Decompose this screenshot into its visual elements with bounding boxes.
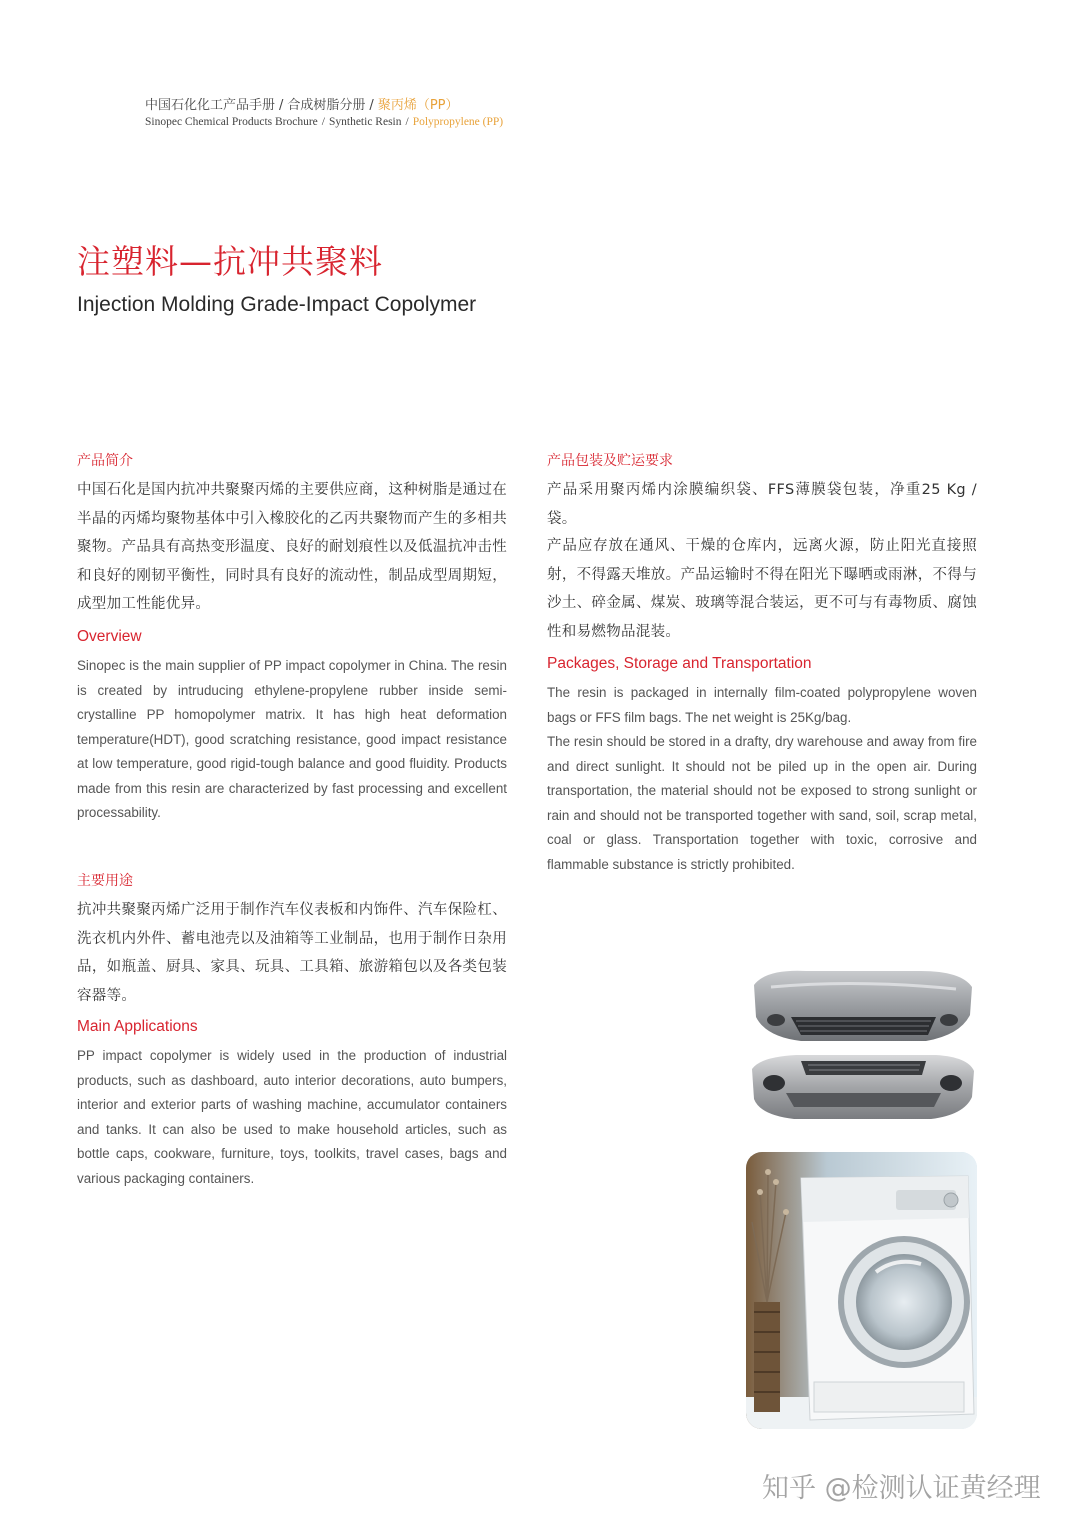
breadcrumb-cn-item-2[interactable]: 合成树脂分册 <box>287 98 366 113</box>
breadcrumb-separator: / <box>405 116 409 128</box>
breadcrumb-separator: / <box>321 116 325 128</box>
applications-heading-en: Main Applications <box>77 1018 198 1035</box>
car-bumper-image <box>746 965 977 1132</box>
breadcrumb-en-item-2[interactable]: Synthetic Resin <box>328 116 402 128</box>
overview-body-cn: 中国石化是国内抗冲共聚聚丙烯的主要供应商，这种树脂是通过在半晶的丙烯均聚物基体中引入橡胶化的乙丙共聚物而产生的多相共聚物。产品具有高热变形温度、良好的耐划痕性以及低温抗冲击性和良好的刚韧平衡性，同时具有良好的流动性，制品成型周期短，成型加工性能优异。 <box>77 482 507 612</box>
breadcrumb-en <box>145 116 503 128</box>
overview-body-en: Sinopec is the main supplier of PP impact copolymer in China. The resin is created by intruducing ethylene-propylene rubber inside semi-crystalline PP homopolymer matrix. It has high heat deformation temperature(HDT), good scratching resistance, good impact resistance at low temperature, good rigid-tough balance and good fluidity. Products made from this resin are characterized by fast processing and excellent processability. <box>77 658 507 820</box>
page-title-en: Injection Molding Grade-Impact Copolymer <box>77 293 477 316</box>
packaging-heading-en: Packages, Storage and Transportation <box>547 655 812 672</box>
overview-heading-cn: 产品简介 <box>77 453 133 469</box>
breadcrumb-en-item-1[interactable]: Sinopec Chemical Products Brochure <box>145 116 318 128</box>
packaging-heading-cn: 产品包装及贮运要求 <box>547 453 673 469</box>
breadcrumb-separator: / <box>279 98 284 113</box>
packaging-body-en-1: The resin is packaged in internally film-coated polypropylene woven bags or FFS film bags. The net weight is 25Kg/bag. <box>547 685 977 725</box>
packaging-body-cn-1: 产品采用聚丙烯内涂膜编织袋、FFS薄膜袋包装，净重25 Kg /袋。 <box>547 482 977 527</box>
car-bumpers-photo <box>746 965 977 1132</box>
applications-heading-cn: 主要用途 <box>77 873 133 889</box>
applications-body-en: PP impact copolymer is widely used in the production of industrial products, such as dashboard, auto interior decorations, auto bumpers, interior and exterior parts of washing machine, accumulator containers and tanks. It can also be used to make household articles, such as bottle caps, cookware, furniture, toys, toolkits, travel cases, bags and various packaging containers. <box>77 1048 507 1186</box>
washing-machine-image <box>746 1152 977 1429</box>
page-title-cn: 注塑料—抗冲共聚料 <box>77 242 383 281</box>
washing-machine-photo <box>746 1152 977 1429</box>
breadcrumb-en-item-current: Polypropylene (PP) <box>412 116 504 128</box>
breadcrumb-cn-item-1[interactable]: 中国石化化工产品手册 <box>145 98 276 113</box>
breadcrumb-cn <box>145 94 459 113</box>
packaging-body-en-2: The resin should be stored in a drafty, dry warehouse and away from fire and direct sunlight. It should not be piled up in the open air. During transportation, the material should not be exposed to strong sunlight or rain and should not be transported together with sand, soil, scrap metal, coal or glass. Transportation together with toxic, corrosive and flammable substance is strictly prohibited. <box>547 734 977 872</box>
watermark: 知乎 @检测认证黄经理 <box>762 1473 1041 1504</box>
applications-body-cn: 抗冲共聚聚丙烯广泛用于制作汽车仪表板和内饰件、汽车保险杠、洗衣机内外件、蓄电池壳以及油箱等工业制品，也用于制作日杂用品，如瓶盖、厨具、家具、玩具、工具箱、旅游箱包以及各类包装容器等。 <box>77 902 507 1004</box>
packaging-body-cn-2: 产品应存放在通风、干燥的仓库内，远离火源，防止阳光直接照射，不得露天堆放。产品运输时不得在阳光下曝晒或雨淋，不得与沙土、碎金属、煤炭、玻璃等混合装运，更不可与有毒物质、腐蚀性和易燃物品混装。 <box>547 538 977 640</box>
overview-heading-en: Overview <box>77 628 142 645</box>
breadcrumb-separator: / <box>369 98 374 113</box>
breadcrumb-cn-item-current: 聚丙烯（PP） <box>377 98 459 113</box>
